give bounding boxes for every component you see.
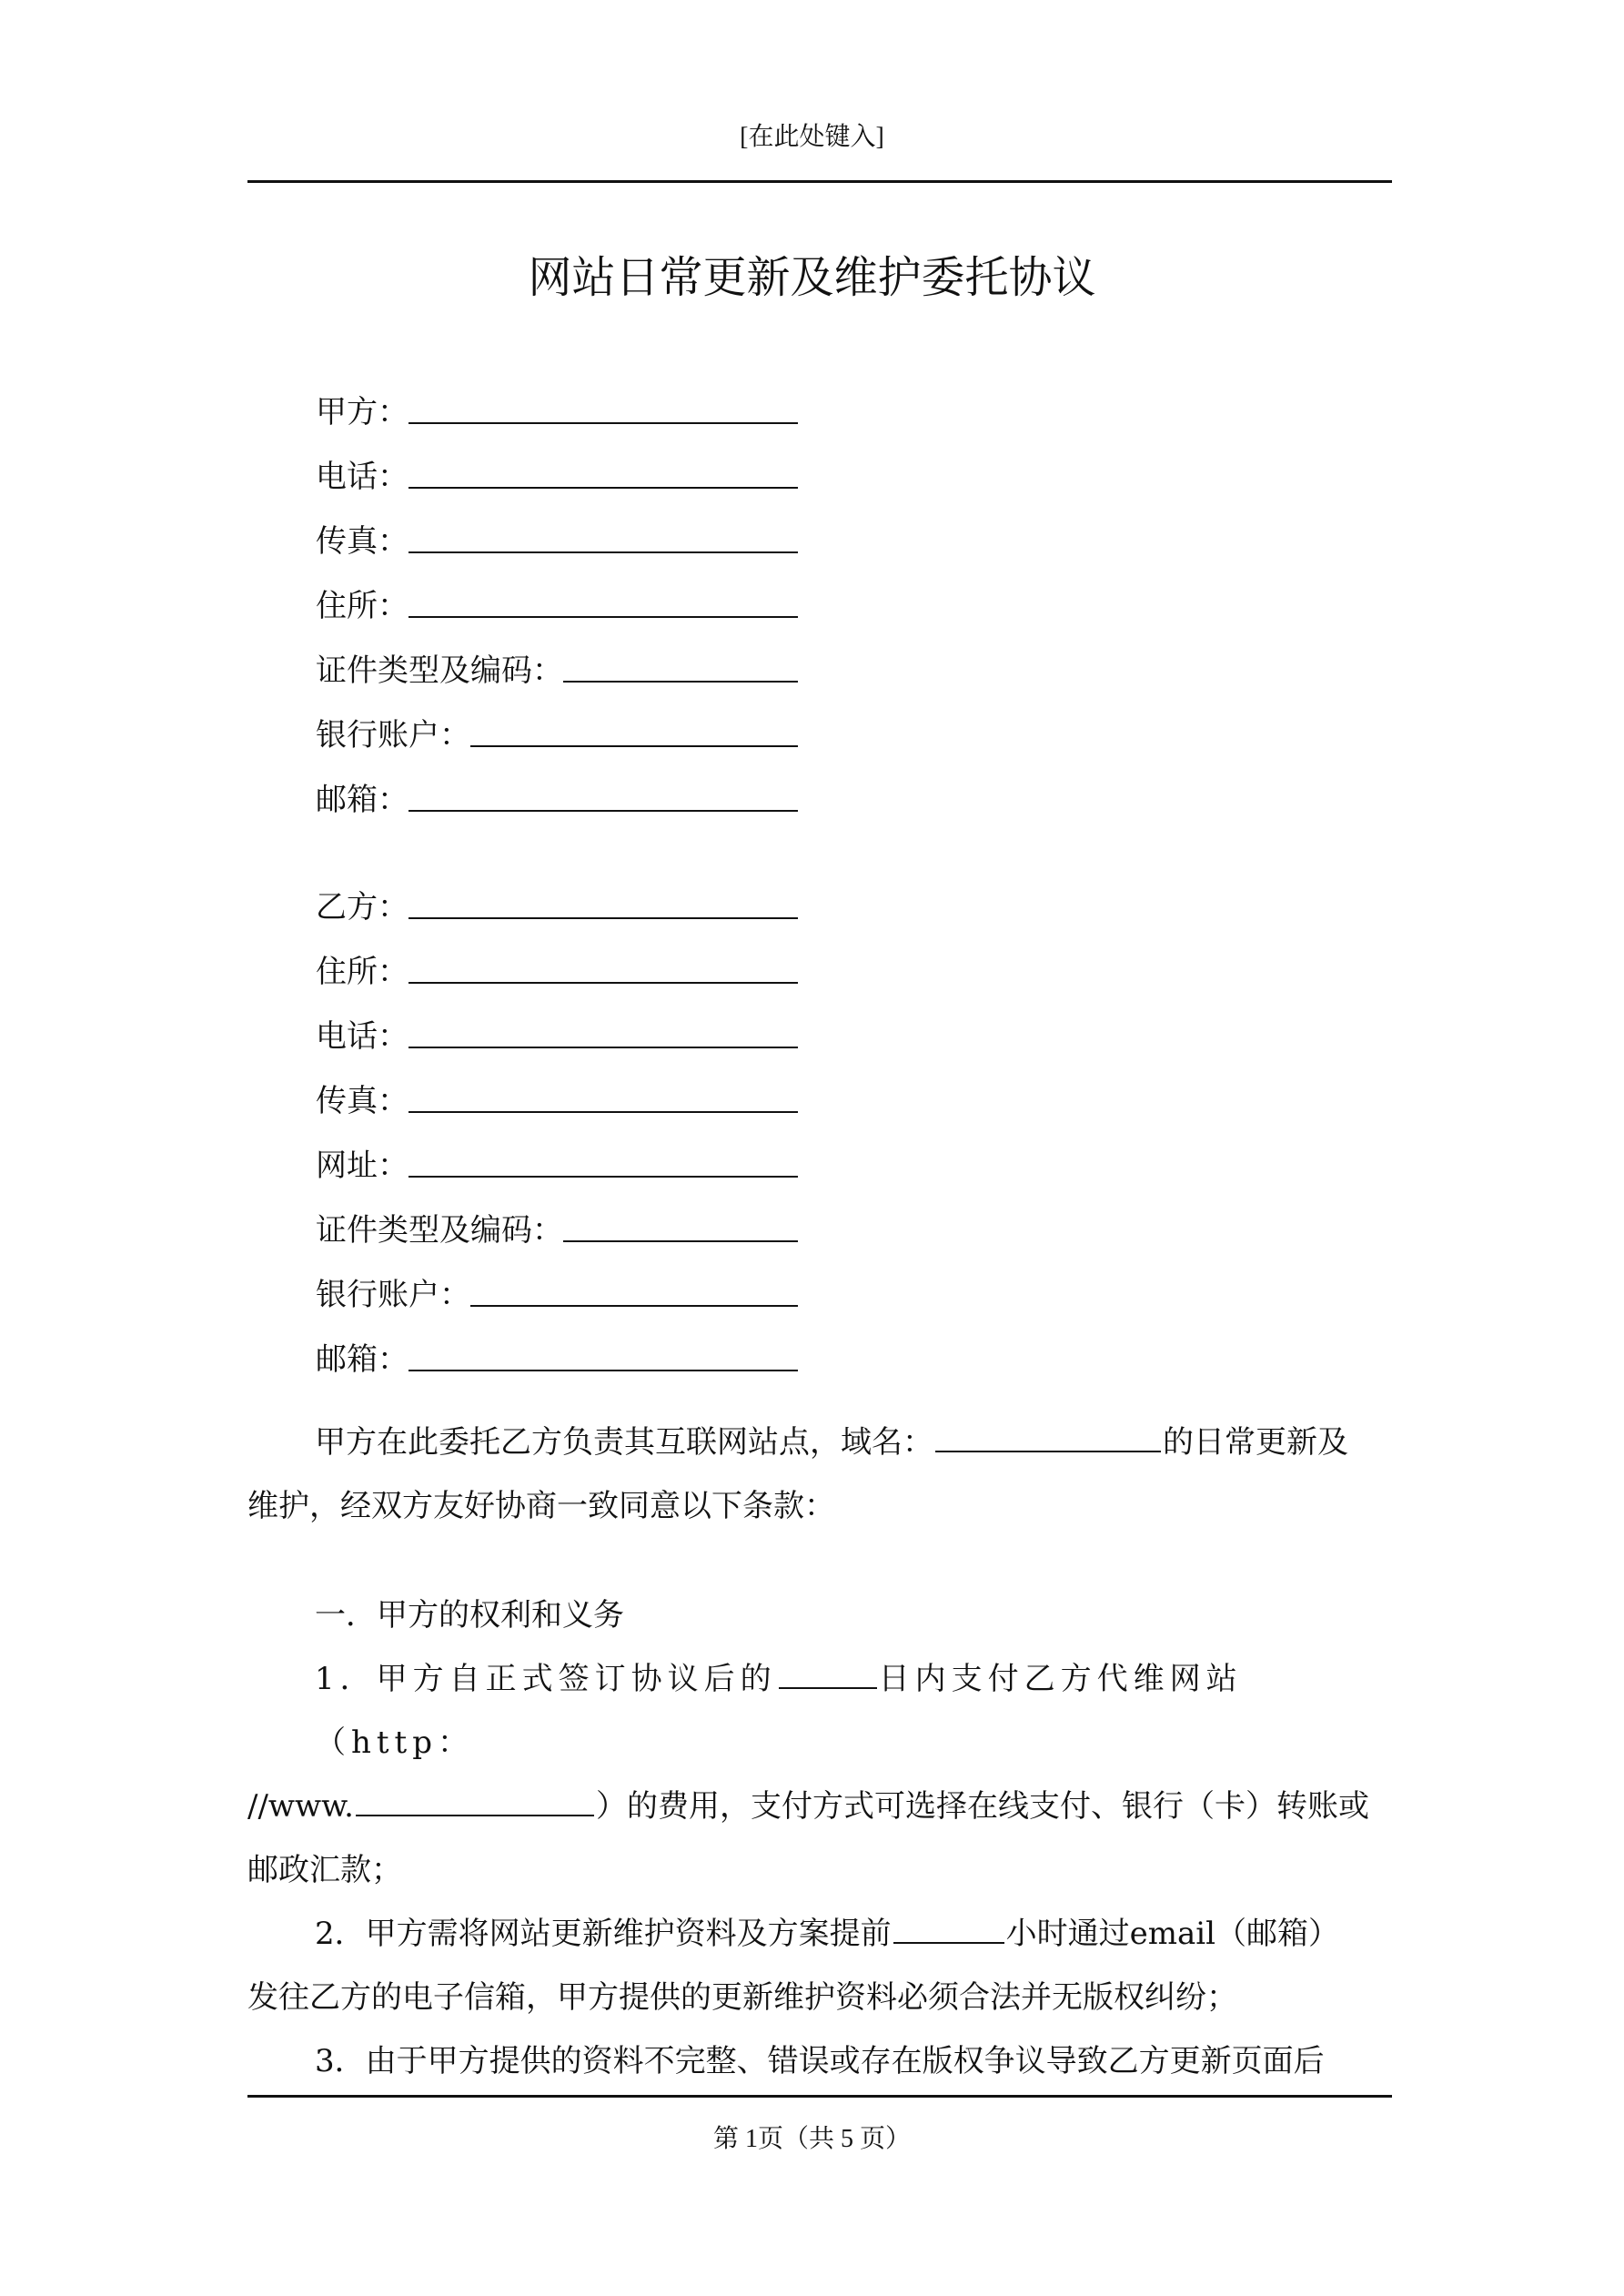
section-1 bbox=[247, 1583, 1392, 2093]
fill-in-line[interactable] bbox=[409, 1176, 798, 1178]
field-label: 证件类型及编码： bbox=[316, 1212, 563, 1249]
fill-in-line[interactable] bbox=[409, 487, 798, 489]
field-label: 邮箱： bbox=[316, 1341, 409, 1378]
party-a-field-address bbox=[316, 563, 798, 628]
intro-text: 甲方在此委托乙方负责其互联网站点，域名： bbox=[315, 1424, 933, 1461]
clause-1-line-2 bbox=[247, 1775, 1392, 1838]
field-label: 银行账户： bbox=[316, 1277, 470, 1313]
clause-text: 2．甲方需将网站更新维护资料及方案提前 bbox=[315, 1916, 892, 1952]
header-divider bbox=[247, 180, 1392, 183]
fill-in-line[interactable] bbox=[409, 422, 798, 424]
field-label: 传真： bbox=[316, 1083, 409, 1119]
days-blank[interactable] bbox=[779, 1660, 877, 1689]
field-label: 电话： bbox=[316, 459, 409, 495]
party-b-field-address bbox=[316, 929, 798, 994]
field-label: 住所： bbox=[316, 588, 409, 624]
field-label: 传真： bbox=[316, 523, 409, 560]
page-number: 第 1页（共 5 页） bbox=[712, 2125, 911, 2153]
fill-in-line[interactable] bbox=[470, 1305, 798, 1307]
clause-text: ）的费用，支付方式可选择在线支付、银行（卡）转账或 bbox=[596, 1788, 1369, 1825]
party-a-field-phone bbox=[316, 434, 798, 499]
party-a-field-id bbox=[316, 628, 798, 693]
party-b-field-website bbox=[316, 1123, 798, 1188]
fill-in-line[interactable] bbox=[409, 551, 798, 553]
field-label: 银行账户： bbox=[316, 717, 470, 754]
fill-in-line[interactable] bbox=[563, 681, 798, 683]
clause-text: 小时通过email（邮箱） bbox=[1005, 1916, 1340, 1952]
fill-in-line[interactable] bbox=[409, 810, 798, 812]
party-a-field-name bbox=[316, 369, 798, 434]
party-b-field-email bbox=[316, 1317, 798, 1381]
party-a-field-bank bbox=[316, 693, 798, 757]
intro-paragraph bbox=[247, 1411, 1392, 1538]
domain-blank[interactable] bbox=[935, 1423, 1161, 1452]
url-blank[interactable] bbox=[356, 1787, 594, 1816]
fill-in-line[interactable] bbox=[409, 1047, 798, 1048]
field-label: 电话： bbox=[316, 1018, 409, 1055]
fill-in-line[interactable] bbox=[409, 616, 798, 618]
clause-text: 日内支付乙方代维网站（http： bbox=[315, 1661, 1243, 1761]
party-b-field-bank bbox=[316, 1252, 798, 1317]
intro-line-1 bbox=[247, 1411, 1392, 1474]
field-label: 甲方： bbox=[316, 394, 409, 430]
footer-divider bbox=[247, 2095, 1392, 2098]
clause-2-line-1 bbox=[247, 1902, 1392, 1966]
fill-in-line[interactable] bbox=[470, 745, 798, 747]
field-label: 网址： bbox=[316, 1148, 409, 1184]
document-title: 网站日常更新及维护委托协议 bbox=[528, 252, 1096, 303]
clause-text: //www. bbox=[247, 1788, 354, 1825]
fill-in-line[interactable] bbox=[409, 1370, 798, 1371]
field-label: 乙方： bbox=[316, 889, 409, 925]
field-label: 证件类型及编码： bbox=[316, 652, 563, 689]
party-b-field-id bbox=[316, 1188, 798, 1252]
section-1-heading: 一．甲方的权利和义务 bbox=[315, 1597, 624, 1633]
intro-text-end: 的日常更新及 bbox=[1163, 1424, 1348, 1461]
party-b-info bbox=[316, 865, 798, 1381]
party-a-field-fax bbox=[316, 499, 798, 563]
hours-blank[interactable] bbox=[893, 1915, 1004, 1944]
fill-in-line[interactable] bbox=[409, 1111, 798, 1113]
clause-2-line-2: 发往乙方的电子信箱，甲方提供的更新维护资料必须合法并无版权纠纷； bbox=[247, 1979, 1237, 2016]
fill-in-line[interactable] bbox=[409, 982, 798, 984]
clause-1-line-3: 邮政汇款； bbox=[247, 1852, 402, 1888]
field-label: 住所： bbox=[316, 954, 409, 990]
clause-1-line-1 bbox=[247, 1647, 1392, 1775]
clause-3-line-1: 3．由于甲方提供的资料不完整、错误或存在版权争议导致乙方更新页面后 bbox=[315, 2043, 1325, 2079]
fill-in-line[interactable] bbox=[409, 917, 798, 919]
party-b-field-fax bbox=[316, 1058, 798, 1123]
party-a-field-email bbox=[316, 757, 798, 822]
party-a-info bbox=[316, 369, 798, 822]
field-label: 邮箱： bbox=[316, 782, 409, 818]
party-b-field-phone bbox=[316, 994, 798, 1058]
party-b-field-name bbox=[316, 865, 798, 929]
fill-in-line[interactable] bbox=[563, 1240, 798, 1242]
intro-line-2: 维护，经双方友好协商一致同意以下条款： bbox=[247, 1488, 835, 1524]
clause-text: 1．甲方自正式签订协议后的 bbox=[315, 1661, 777, 1697]
page-header: [在此处键入] bbox=[740, 123, 884, 151]
